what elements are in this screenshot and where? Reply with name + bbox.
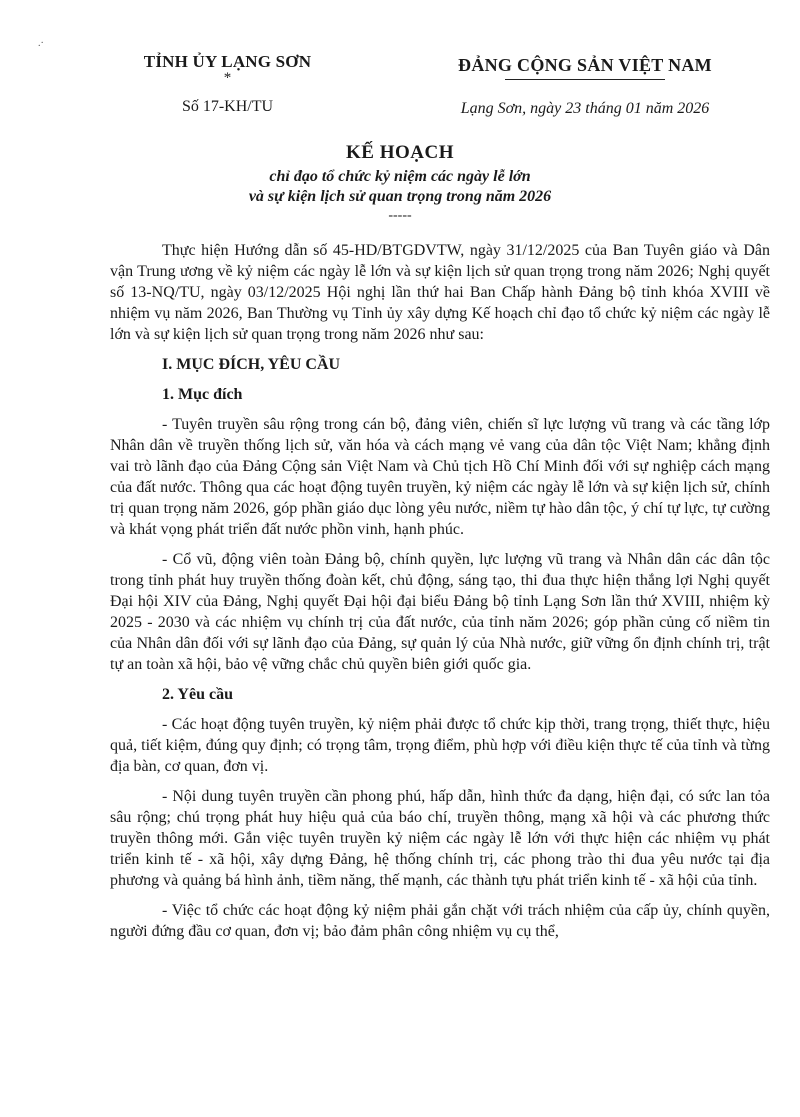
paragraph: - Cổ vũ, động viên toàn Đảng bộ, chính quyền, lực lượng vũ trang và Nhân dân các dân tộc trong tỉnh phát huy truyền thống đoàn kết, chủ động, sáng tạo, thi đua thực hiện thắng lợi Nghị quyết Đại hội XIV của Đảng, Nghị quyết Đại hội đại biểu Đảng bộ tỉnh Lạng Sơn lần thứ XVIII, nhiệm kỳ 2025 - 2030 và các nhiệm vụ chính trị của đất nước, của tỉnh năm 2026; góp phần củng cố niềm tin của Nhân dân đối với sự lãnh đạo của Đảng, sự quản lý của Nhà nước, giữ vững ổn định chính trị, trật tự an toàn xã hội, bảo vệ vững chắc chủ quyền biên giới quốc gia. — [110, 551, 770, 673]
party-name: ĐẢNG CỘNG SẢN VIỆT NAM — [458, 55, 712, 75]
subsection-heading-requirements: 2. Yêu cầu — [162, 686, 233, 703]
document-subtitle-line1: chỉ đạo tổ chức kỷ niệm các ngày lễ lớn — [269, 168, 531, 185]
intro-paragraph: Thực hiện Hướng dẫn số 45-HD/BTGDVTW, ngày 31/12/2025 của Ban Tuyên giáo và Dân vận Trung ương về kỷ niệm các ngày lễ lớn và sự kiện lịch sử quan trọng trong năm 2026; Nghị quyết số 13-NQ/TU, ngày 03/12/2025 Hội nghị lần thứ hai Ban Chấp hành Đảng bộ tỉnh khóa XVIII về nhiệm vụ năm 2026, Ban Thường vụ Tỉnh ủy xây dựng Kế hoạch chỉ đạo tổ chức kỷ niệm các ngày lễ lớn và sự kiện lịch sử quan trọng trong năm 2026 như sau: — [110, 242, 770, 343]
document-title: KẾ HOẠCH — [346, 142, 454, 163]
paragraph: - Việc tổ chức các hoạt động kỷ niệm phải gắn chặt với trách nhiệm của cấp ủy, chính quyền, người đứng đầu cơ quan, đơn vị; bảo đảm phân công nhiệm vụ cụ thể, — [110, 902, 770, 940]
document-body — [110, 240, 770, 951]
place-date: Lạng Sơn, ngày 23 tháng 01 năm 2026 — [460, 100, 710, 117]
scan-mark: .· — [38, 38, 44, 49]
paragraph: - Các hoạt động tuyên truyền, kỷ niệm phải được tổ chức kịp thời, trang trọng, thiết thực, hiệu quả, tiết kiệm, đúng quy định; có trọng tâm, trọng điểm, phù hợp với điều kiện thực tế của tỉnh và từng địa bàn, cơ quan, đơn vị. — [110, 716, 770, 775]
subsection-heading-purpose: 1. Mục đích — [162, 386, 243, 403]
document-subtitle-line2: và sự kiện lịch sử quan trọng trong năm 2026 — [248, 188, 552, 205]
star-mark: * — [223, 70, 232, 86]
section-heading: I. MỤC ĐÍCH, YÊU CẦU — [162, 356, 341, 373]
issuing-organization: TỈNH ỦY LẠNG SƠN — [143, 52, 312, 71]
paragraph: - Tuyên truyền sâu rộng trong cán bộ, đảng viên, chiến sĩ lực lượng vũ trang và các tầng lớp Nhân dân về truyền thống lịch sử, văn hóa và cách mạng vẻ vang của dân tộc Việt Nam; khẳng định vai trò lãnh đạo của Đảng Cộng sản Việt Nam và Chủ tịch Hồ Chí Minh đối với sự nghiệp cách mạng của đất nước. Thông qua các hoạt động tuyên truyền, kỷ niệm các ngày lễ lớn và sự kiện lịch sử, chính trị quan trọng năm 2026, góp phần giáo dục lòng yêu nước, niềm tự hào dân tộc, ý chí tự lực, tự cường và khát vọng phát triển đất nước phồn vinh, hạnh phúc. — [110, 416, 770, 538]
document-header — [0, 52, 800, 132]
title-separator: ----- — [388, 208, 412, 223]
document-title-block — [0, 142, 800, 222]
party-underline — [505, 79, 665, 80]
paragraph: - Nội dung tuyên truyền cần phong phú, hấp dẫn, hình thức đa dạng, hiện đại, có sức lan tỏa sâu rộng; chú trọng phát huy hiệu quả của báo chí, truyền thông, mạng xã hội và các phương thức truyền thông mới. Gắn việc tuyên truyền kỷ niệm các ngày lễ lớn với thực hiện các nhiệm vụ phát triển kinh tế - xã hội, xây dựng Đảng, hệ thống chính trị, các phong trào thi đua yêu nước tại địa phương và quảng bá hình ảnh, tiềm năng, thế mạnh, các thành tựu phát triển kinh tế - xã hội của tỉnh. — [110, 788, 770, 889]
document-number: Số 17-KH/TU — [181, 98, 274, 115]
